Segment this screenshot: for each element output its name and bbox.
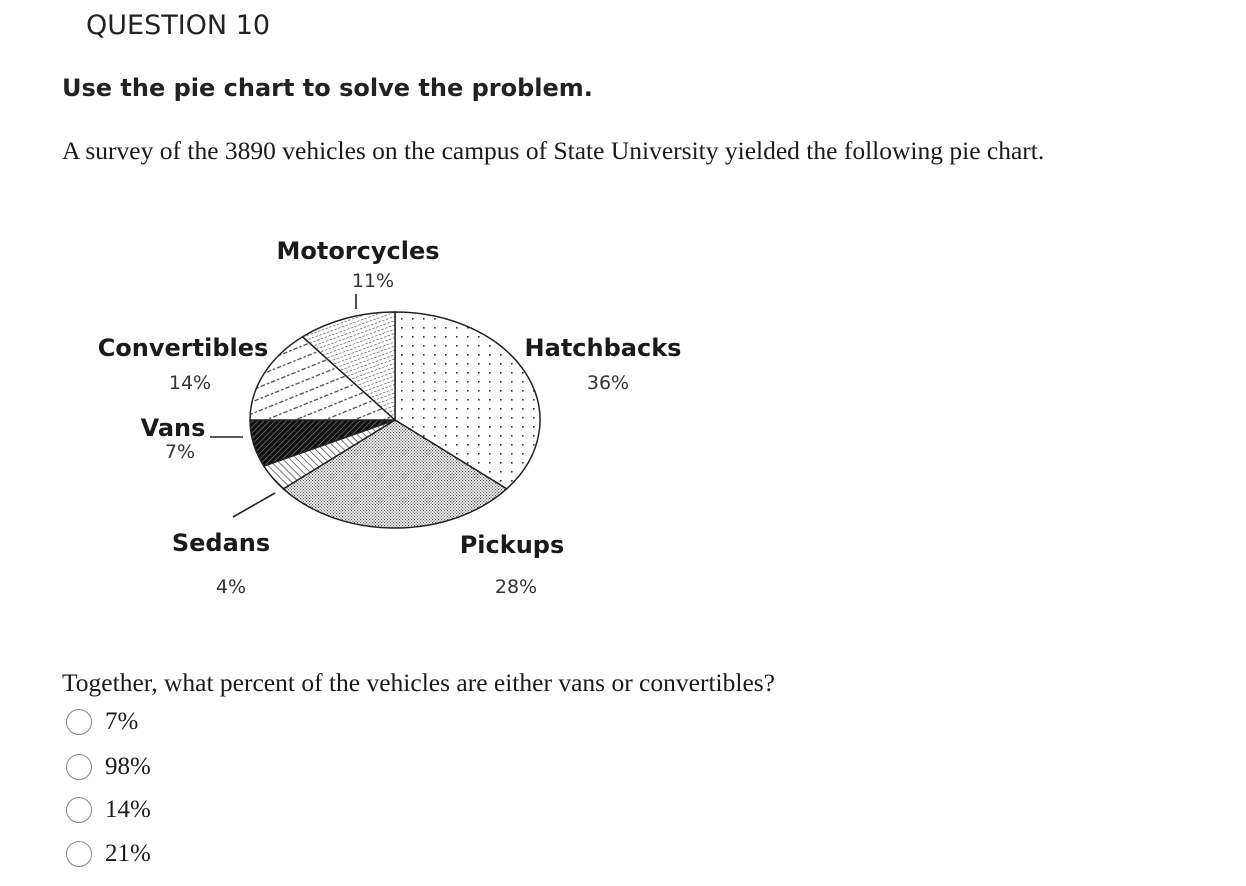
radio-button[interactable] <box>66 754 92 780</box>
label-pickups: Pickups <box>459 531 565 559</box>
question-number: QUESTION 10 <box>86 10 271 41</box>
answer-option-4[interactable] <box>66 838 151 870</box>
question-text: Together, what percent of the vehicles are either vans or convertibles? <box>62 668 776 697</box>
label-vans: Vans <box>140 414 206 442</box>
answer-option-label: 98% <box>105 753 151 780</box>
answer-option-3[interactable] <box>66 794 151 826</box>
problem-prompt: A survey of the 3890 vehicles on the campus of State University yielded the following pie chart. <box>62 136 1045 165</box>
leader-sedans <box>233 493 275 517</box>
label-convertibles: Convertibles <box>97 334 269 362</box>
label-hatchbacks: Hatchbacks <box>524 334 682 362</box>
answer-option-label: 21% <box>105 840 151 867</box>
pct-vans: 7% <box>164 441 196 463</box>
instruction: Use the pie chart to solve the problem. <box>62 74 593 102</box>
pct-hatchbacks: 36% <box>586 372 630 394</box>
pct-convertibles: 14% <box>168 372 212 394</box>
label-motorcycles: Motorcycles <box>276 237 440 265</box>
pct-motorcycles: 11% <box>351 270 395 292</box>
answer-option-label: 14% <box>105 796 151 823</box>
pct-sedans: 4% <box>215 576 247 598</box>
radio-button[interactable] <box>66 841 92 867</box>
answer-option-1[interactable] <box>66 706 138 738</box>
answer-option-2[interactable] <box>66 751 151 783</box>
label-sedans: Sedans <box>171 529 271 557</box>
pct-pickups: 28% <box>494 576 538 598</box>
radio-button[interactable] <box>66 797 92 823</box>
radio-button[interactable] <box>66 709 92 735</box>
answer-option-label: 7% <box>105 708 139 735</box>
